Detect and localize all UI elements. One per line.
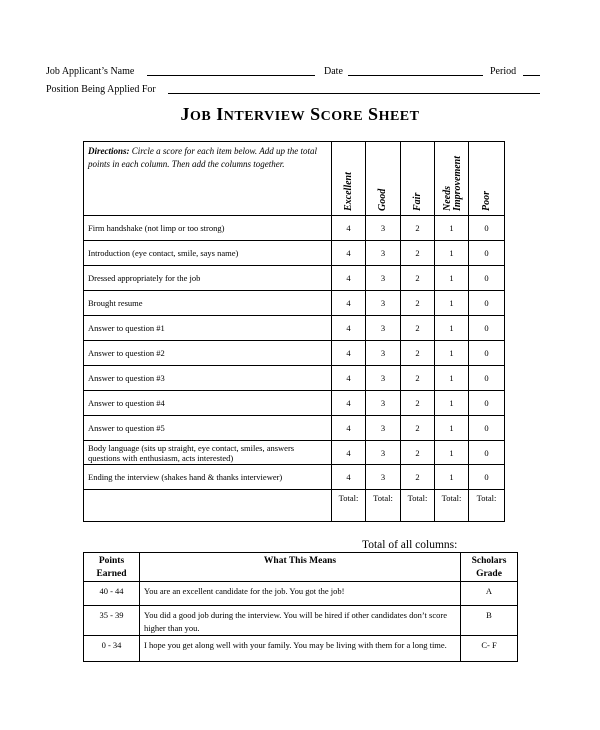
score-row-label: Answer to question #2 [84,341,332,366]
score-poor[interactable]: 0 [469,341,505,366]
applicant-name-label: Job Applicant’s Name [46,66,135,77]
column-poor: Poor [469,142,505,216]
score-needs-improvement[interactable]: 1 [435,216,469,241]
score-needs-improvement[interactable]: 1 [435,266,469,291]
grade-meaning: You did a good job during the interview. You will be hired if other candidates don’t score higher than you. [140,606,461,636]
score-good[interactable]: 3 [366,465,401,490]
grade-points: 35 - 39 [84,606,140,636]
score-poor[interactable]: 0 [469,291,505,316]
score-good[interactable]: 3 [366,341,401,366]
score-needs-improvement[interactable]: 1 [435,316,469,341]
period-field[interactable] [523,75,540,76]
score-good[interactable]: 3 [366,316,401,341]
score-fair[interactable]: 2 [401,266,435,291]
column-fair: Fair [401,142,435,216]
total-needs-improvement[interactable]: Total: [435,490,469,522]
score-row [84,266,505,291]
score-needs-improvement[interactable]: 1 [435,441,469,465]
score-good[interactable]: 3 [366,416,401,441]
total-excellent[interactable]: Total: [332,490,366,522]
score-poor[interactable]: 0 [469,465,505,490]
score-good[interactable]: 3 [366,391,401,416]
score-row-label: Brought resume [84,291,332,316]
position-label: Position Being Applied For [46,84,156,95]
score-fair[interactable]: 2 [401,291,435,316]
score-needs-improvement[interactable]: 1 [435,391,469,416]
score-excellent[interactable]: 4 [332,266,366,291]
grade-row [84,606,518,636]
score-row-label: Answer to question #4 [84,391,332,416]
score-good[interactable]: 3 [366,241,401,266]
meaning-header: What This Means [140,553,461,582]
grade-letter: C- F [461,636,518,662]
grade-header: Scholars Grade [461,553,518,582]
score-row [84,316,505,341]
grade-letter: A [461,582,518,606]
date-field[interactable] [348,75,483,76]
score-good[interactable]: 3 [366,291,401,316]
total-all-label: Total of all columns: [362,539,458,551]
grade-points: 40 - 44 [84,582,140,606]
column-good: Good [366,142,401,216]
score-fair[interactable]: 2 [401,441,435,465]
total-fair[interactable]: Total: [401,490,435,522]
score-row-label: Answer to question #3 [84,366,332,391]
applicant-name-field[interactable] [147,75,315,76]
score-fair[interactable]: 2 [401,341,435,366]
grade-row [84,582,518,606]
total-poor[interactable]: Total: [469,490,505,522]
score-excellent[interactable]: 4 [332,391,366,416]
points-header: Points Earned [84,553,140,582]
score-row [84,366,505,391]
column-excellent: Excellent [332,142,366,216]
score-row [84,216,505,241]
score-needs-improvement[interactable]: 1 [435,416,469,441]
score-row-label: Ending the interview (shakes hand & thanks interviewer) [84,465,332,490]
column-needs-improvement: Needs Improvement [435,142,469,216]
grade-meaning: You are an excellent candidate for the job. You got the job! [140,582,461,606]
score-row [84,391,505,416]
score-poor[interactable]: 0 [469,241,505,266]
score-excellent[interactable]: 4 [332,341,366,366]
score-fair[interactable]: 2 [401,416,435,441]
score-fair[interactable]: 2 [401,465,435,490]
score-row-label: Introduction (eye contact, smile, says name) [84,241,332,266]
score-row [84,241,505,266]
grade-letter: B [461,606,518,636]
totals-spacer [84,490,332,522]
score-row-label: Dressed appropriately for the job [84,266,332,291]
score-needs-improvement[interactable]: 1 [435,366,469,391]
score-fair[interactable]: 2 [401,391,435,416]
score-fair[interactable]: 2 [401,216,435,241]
score-table [83,141,505,522]
grade-points: 0 - 34 [84,636,140,662]
score-row [84,341,505,366]
score-fair[interactable]: 2 [401,241,435,266]
score-poor[interactable]: 0 [469,441,505,465]
score-good[interactable]: 3 [366,216,401,241]
score-fair[interactable]: 2 [401,316,435,341]
score-excellent[interactable]: 4 [332,465,366,490]
position-field[interactable] [168,93,540,94]
score-excellent[interactable]: 4 [332,216,366,241]
score-good[interactable]: 3 [366,266,401,291]
score-poor[interactable]: 0 [469,216,505,241]
grade-table [83,552,518,662]
date-label: Date [324,66,343,77]
score-excellent[interactable]: 4 [332,316,366,341]
score-row [84,291,505,316]
grade-row [84,636,518,662]
score-excellent[interactable]: 4 [332,366,366,391]
score-row-label: Firm handshake (not limp or too strong) [84,216,332,241]
score-good[interactable]: 3 [366,441,401,465]
score-poor[interactable]: 0 [469,316,505,341]
score-row [84,416,505,441]
score-row-label: Answer to question #1 [84,316,332,341]
score-row-label: Body language (sits up straight, eye contact, smiles, answers questions with enthusiasm, acts interested) [84,441,332,465]
totals-row [84,490,505,522]
score-excellent[interactable]: 4 [332,441,366,465]
total-good[interactable]: Total: [366,490,401,522]
score-needs-improvement[interactable]: 1 [435,291,469,316]
score-row [84,465,505,490]
directions: Directions: Circle a score for each item below. Add up the total points in each column. Then add the columns together. [84,142,332,216]
grade-meaning: I hope you get along well with your family. You may be living with them for a long time. [140,636,461,662]
score-row-label: Answer to question #5 [84,416,332,441]
score-good[interactable]: 3 [366,366,401,391]
score-row [84,441,505,465]
grade-header-row [84,553,518,582]
score-needs-improvement[interactable]: 1 [435,241,469,266]
score-excellent[interactable]: 4 [332,241,366,266]
score-poor[interactable]: 0 [469,366,505,391]
header-row [84,142,505,216]
score-needs-improvement[interactable]: 1 [435,341,469,366]
score-excellent[interactable]: 4 [332,416,366,441]
period-label: Period [490,66,517,77]
score-poor[interactable]: 0 [469,266,505,291]
page-title: JOB INTERVIEW SCORE SHEET [180,104,420,124]
score-fair[interactable]: 2 [401,366,435,391]
score-poor[interactable]: 0 [469,416,505,441]
score-excellent[interactable]: 4 [332,291,366,316]
score-needs-improvement[interactable]: 1 [435,465,469,490]
score-poor[interactable]: 0 [469,391,505,416]
